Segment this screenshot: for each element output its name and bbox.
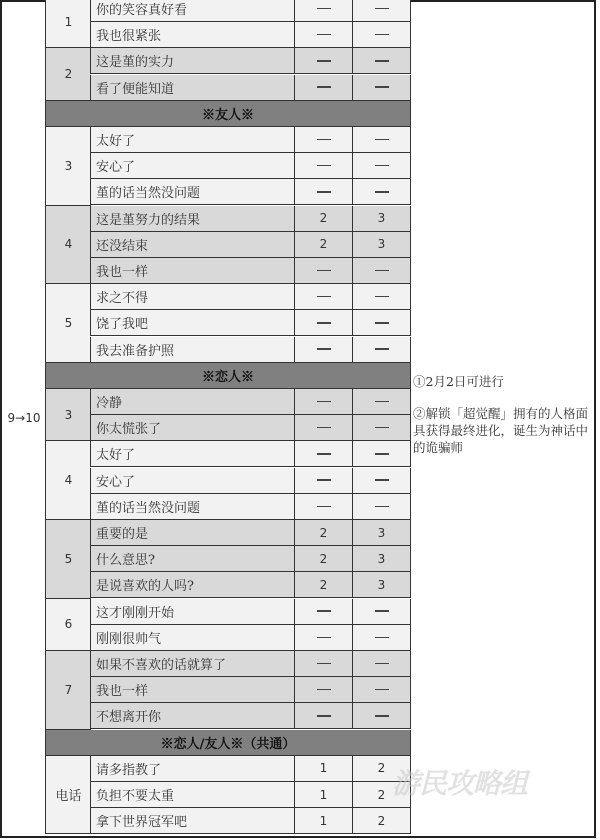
dash-icon [375, 663, 389, 665]
dash-icon [375, 479, 389, 481]
table-row [45, 337, 411, 363]
points-value-1 [295, 258, 353, 284]
dash-icon [317, 715, 331, 717]
points-value-1 [295, 599, 353, 625]
points-value-2 [353, 22, 411, 48]
dialogue-option: 冷静 [90, 389, 295, 415]
points-value-1 [295, 153, 353, 179]
points-value-1 [295, 48, 353, 74]
dash-icon [375, 715, 389, 717]
dialogue-option: 我也一样 [90, 677, 295, 703]
dialogue-option: 你的笑容真好看 [90, 0, 295, 22]
dash-icon [375, 348, 389, 350]
dash-icon [375, 270, 389, 272]
dash-icon [317, 60, 331, 62]
points-value-1: 2 [295, 206, 353, 232]
points-value-1 [295, 127, 353, 153]
table-row [45, 441, 411, 467]
dash-icon [375, 401, 389, 403]
points-value-2: 3 [353, 572, 411, 598]
dash-icon [317, 8, 331, 10]
dash-icon [375, 427, 389, 429]
points-value-1 [295, 337, 353, 363]
dialogue-option: 我也一样 [90, 258, 295, 284]
dialogue-option: 是说喜欢的人吗? [90, 572, 295, 598]
dash-icon [375, 165, 389, 167]
table-row [45, 310, 411, 336]
dialogue-option: 堇的话当然没问题 [90, 179, 295, 205]
points-value-2 [353, 0, 411, 22]
group-number: 4 [45, 206, 91, 285]
points-value-2 [353, 625, 411, 651]
group-number: 1 [45, 0, 91, 48]
dash-icon [317, 663, 331, 665]
watermark-logo: 游民攻略组 [392, 767, 528, 800]
dash-icon [317, 86, 331, 88]
points-value-1 [295, 22, 353, 48]
points-value-1: 2 [295, 232, 353, 258]
dialogue-option: 饶了我吧 [90, 310, 295, 336]
dialogue-option: 请多指教了 [90, 756, 295, 782]
table-row [45, 494, 411, 520]
dialogue-option: 拿下世界冠军吧 [90, 808, 295, 834]
dash-icon [375, 322, 389, 324]
dash-icon [317, 610, 331, 612]
points-value-2 [353, 284, 411, 310]
table-row [45, 808, 411, 834]
points-value-1: 1 [295, 808, 353, 834]
group-number: 电话 [45, 756, 91, 835]
points-value-2: 3 [353, 546, 411, 572]
dialogue-option: 刚刚很帅气 [90, 625, 295, 651]
dash-icon [375, 453, 389, 455]
dialogue-option: 太好了 [90, 441, 295, 467]
points-value-1 [295, 75, 353, 101]
section-header: ※友人※ [45, 101, 411, 127]
dash-icon [375, 637, 389, 639]
table-row [45, 599, 411, 625]
dialogue-option: 如果不喜欢的话就算了 [90, 651, 295, 677]
points-value-2: 3 [353, 520, 411, 546]
dash-icon [375, 506, 389, 508]
table-row [45, 22, 411, 48]
dash-icon [375, 86, 389, 88]
dash-icon [317, 427, 331, 429]
table-row [45, 284, 411, 310]
points-value-2 [353, 441, 411, 467]
table-row [45, 756, 411, 782]
points-value-2 [353, 75, 411, 101]
table-row [45, 651, 411, 677]
dash-icon [317, 479, 331, 481]
points-value-1 [295, 0, 353, 22]
note-2: ②解锁「超觉醒」拥有的人格面具获得最终进化，诞生为神话中的诡骗师 [413, 406, 589, 455]
dialogue-option: 不想离开你 [90, 703, 295, 729]
dash-icon [317, 637, 331, 639]
points-value-2: 2 [353, 782, 411, 808]
dialogue-option: 求之不得 [90, 284, 295, 310]
group-number: 5 [45, 520, 91, 599]
group-number: 4 [45, 441, 91, 520]
points-value-1 [295, 441, 353, 467]
section-header: ※恋人※ [45, 363, 411, 389]
group-number: 7 [45, 651, 91, 730]
table-row [45, 546, 411, 572]
dash-icon [375, 191, 389, 193]
rank-column [2, 0, 46, 838]
points-value-2: 3 [353, 232, 411, 258]
points-value-1: 1 [295, 756, 353, 782]
points-value-2 [353, 389, 411, 415]
table-row [45, 48, 411, 74]
notes-column [413, 373, 593, 471]
dialogue-option: 你太慌张了 [90, 415, 295, 441]
points-value-2 [353, 494, 411, 520]
points-value-2 [353, 468, 411, 494]
points-value-1: 2 [295, 520, 353, 546]
table-row [45, 258, 411, 284]
points-value-1 [295, 651, 353, 677]
table-row [45, 468, 411, 494]
table-row [45, 389, 411, 415]
points-value-1 [295, 703, 353, 729]
table-row [45, 415, 411, 441]
points-value-2 [353, 179, 411, 205]
section-header: ※恋人/友人※（共通） [45, 730, 411, 756]
dialogue-option: 重要的是 [90, 520, 295, 546]
table-row [45, 625, 411, 651]
points-value-1 [295, 415, 353, 441]
table-row [45, 0, 411, 22]
points-value-2 [353, 127, 411, 153]
dialogue-option: 安心了 [90, 153, 295, 179]
points-value-1 [295, 468, 353, 494]
points-value-2 [353, 415, 411, 441]
dash-icon [317, 506, 331, 508]
dash-icon [375, 60, 389, 62]
dash-icon [317, 322, 331, 324]
dash-icon [317, 270, 331, 272]
dialogue-option: 安心了 [90, 468, 295, 494]
points-value-2: 3 [353, 206, 411, 232]
group-number: 6 [45, 599, 91, 651]
points-value-2 [353, 153, 411, 179]
dash-icon [375, 8, 389, 10]
table-row [45, 127, 411, 153]
points-value-2 [353, 48, 411, 74]
points-value-2 [353, 677, 411, 703]
dash-icon [317, 165, 331, 167]
dash-icon [375, 296, 389, 298]
group-number: 5 [45, 284, 91, 363]
table-row [45, 179, 411, 205]
rank-label: 9→10 [7, 411, 41, 425]
dash-icon [317, 191, 331, 193]
dash-icon [317, 401, 331, 403]
table-row [45, 782, 411, 808]
dialogue-option: 堇的话当然没问题 [90, 494, 295, 520]
table-row [45, 75, 411, 101]
points-value-2 [353, 599, 411, 625]
dash-icon [317, 139, 331, 141]
points-value-2: 2 [353, 808, 411, 834]
points-value-2 [353, 310, 411, 336]
points-value-2 [353, 337, 411, 363]
points-value-2 [353, 703, 411, 729]
dash-icon [375, 139, 389, 141]
dialogue-option: 我也很紧张 [90, 22, 295, 48]
group-number: 2 [45, 48, 91, 100]
dialogue-option: 看了便能知道 [90, 75, 295, 101]
points-value-2 [353, 651, 411, 677]
dash-icon [375, 34, 389, 36]
dash-icon [375, 689, 389, 691]
dialogue-option: 我去准备护照 [90, 337, 295, 363]
points-value-1 [295, 284, 353, 310]
dash-icon [317, 453, 331, 455]
points-value-1 [295, 389, 353, 415]
points-value-1: 2 [295, 546, 353, 572]
points-value-2 [353, 258, 411, 284]
group-number: 3 [45, 127, 91, 206]
table-row [45, 206, 411, 232]
dash-icon [375, 610, 389, 612]
points-value-1 [295, 310, 353, 336]
dialogue-option: 这才刚刚开始 [90, 599, 295, 625]
points-value-1: 2 [295, 572, 353, 598]
table-row [45, 703, 411, 729]
points-value-1 [295, 494, 353, 520]
table-row [45, 153, 411, 179]
table-row [45, 677, 411, 703]
dialogue-option: 负担不要太重 [90, 782, 295, 808]
dash-icon [317, 689, 331, 691]
points-value-1 [295, 625, 353, 651]
dash-icon [317, 296, 331, 298]
points-value-1 [295, 677, 353, 703]
group-number: 3 [45, 389, 91, 441]
dialogue-option: 太好了 [90, 127, 295, 153]
points-value-1 [295, 179, 353, 205]
dialogue-option: 什么意思? [90, 546, 295, 572]
table-row [45, 520, 411, 546]
dialogue-option: 这是堇努力的结果 [90, 206, 295, 232]
note-1: ①2月2日可进行 [413, 374, 504, 389]
dash-icon [317, 34, 331, 36]
dash-icon [317, 348, 331, 350]
table-row [45, 572, 411, 598]
table-row [45, 232, 411, 258]
dialogue-option: 这是堇的实力 [90, 48, 295, 74]
points-value-2: 2 [353, 756, 411, 782]
points-value-1: 1 [295, 782, 353, 808]
dialogue-option: 还没结束 [90, 232, 295, 258]
